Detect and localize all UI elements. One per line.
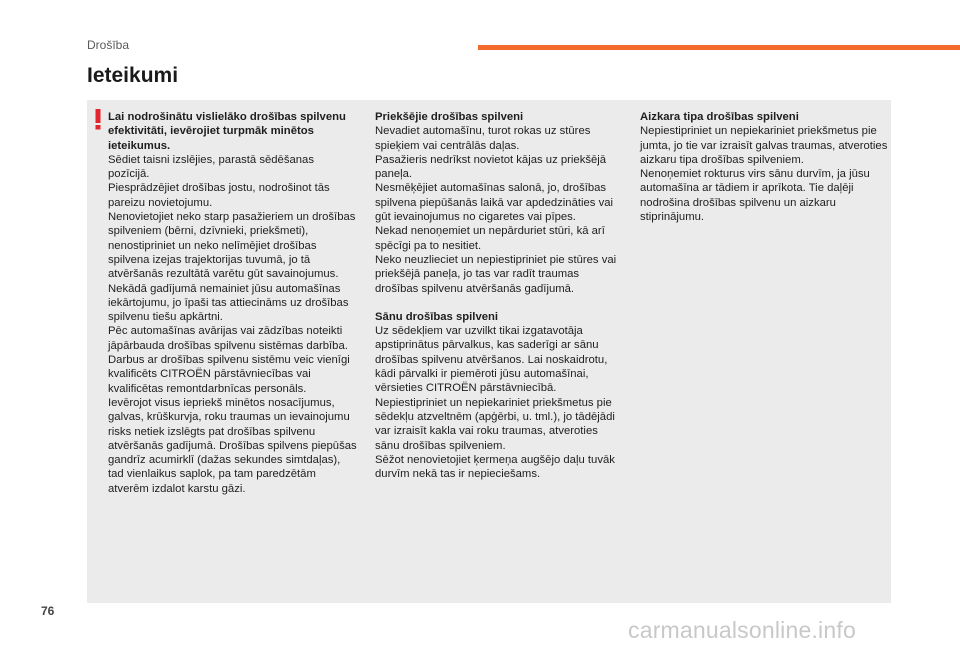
side-airbags-body: Uz sēdekļiem var uzvilkt tikai izgatavotāja apstiprinātus pārvalkus, kas saderīgi ar sānu drošības spilvenu atvēršanos. Lai noskaidrotu, kādi pārvalki ir piemēroti jūsu automašīnai, vērsieties CITROËN pārstāvniecībā. Nepiestipriniet un nepiekariniet priekšmetus pie sēdekļu atzveltnēm (apģērbi, u. tml.), jo tādējādi var izraisīt kakla vai roku traumas, atveroties sānu drošības spilveniem. Sēžot nenovietojiet ķermeņa augšējo daļu tuvāk durvīm nekā tas ir nepieciešams. [375, 325, 615, 481]
column-general-advice [108, 110, 358, 496]
watermark: carmanualsonline.info [628, 617, 856, 643]
exclamation-icon [92, 108, 104, 130]
column-front-side-airbags [375, 110, 625, 481]
curtain-airbags-body: Nepiestipriniet un nepiekariniet priekšmetus pie jumta, jo tie var izraisīt galvas traumas, atveroties aizkaru tipa drošības spilveniem. Nenoņemiet rokturus virs sānu durvīm, ja jūsu automašīna ar tādiem ir aprīkota. Tie daļēji nodrošina drošības spilvenu un aizkaru stiprinājumu. [640, 125, 888, 224]
front-airbags-body: Nevadiet automašīnu, turot rokas uz stūres spieķiem vai centrālās daļas. Pasažieris nedrīkst novietot kājas uz priekšējā paneļa. Nesmēķējiet automašīnas salonā, jo, drošības spilvena piepūšanās laikā var apdedzināties vai gūt ievainojumus no cigaretes vai pīpes. Nekad nenoņemiet un nepārduriet stūri, kā arī spēcīgi pa to nesitiet. Neko neuzlieciet un nepiestipriniet pie stūres vai priekšējā paneļa, jo tas var radīt traumas drošības spilvenu atvēršanās gadījumā. [375, 125, 617, 295]
front-airbags-heading: Priekšējie drošības spilveni [375, 111, 524, 123]
page-title: Ieteikumi [87, 64, 179, 87]
column-curtain-airbags [640, 110, 890, 224]
curtain-airbags-heading: Aizkara tipa drošības spilveni [640, 111, 799, 123]
side-airbags-heading: Sānu drošības spilveni [375, 310, 499, 323]
section-label: Drošība [87, 38, 130, 52]
general-advice-body: Sēdiet taisni izslējies, parastā sēdēšanas pozīcijā. Piesprādzējiet drošības jostu, nodrošinot tās pareizu novietojumu. Nenovietojiet neko starp pasažieriem un drošības spilveniem (bērni, dzīvnieki, priekšmeti), nenostipriniet un neko nelīmējiet drošības spilvena izejas trajektorijas tuvumā, jo tā atvēršanās rezultātā varētu gūt savainojumus. Nekādā gadījumā nemainiet jūsu automašīnas iekārtojumu, jo īpaši tas attiecināms uz drošības spilvenu tiešu apkārtni. Pēc automašīnas avārijas vai zādzības noteikti jāpārbauda drošības spilvenu sistēmas darbība. Darbus ar drošības spilvenu sistēmu veic vienīgi kvalificēts CITROËN pārstāvniecības vai kvalificētas remontdarbnīcas personāls. Ievērojot visus iepriekš minētos nosacījumus, galvas, krūškurvja, roku traumas un ievainojumu risks netiek izslēgts pat drošības spilvenu atvēršanās gadījumā. Drošības spilvens piepūšas gandrīz acumirklī (dažas sekundes simtdaļas), tad vienlaikus saplok, pa tam paredzētām atverēm izdalot karstu gāzi. [108, 153, 357, 495]
page-number: 76 [41, 604, 55, 618]
general-advice-heading: Lai nodrošinātu vislielāko drošības spilvenu efektivitāti, ievērojiet turpmāk minētos ieteikumus. [108, 111, 346, 152]
header-accent-bar [478, 45, 960, 50]
